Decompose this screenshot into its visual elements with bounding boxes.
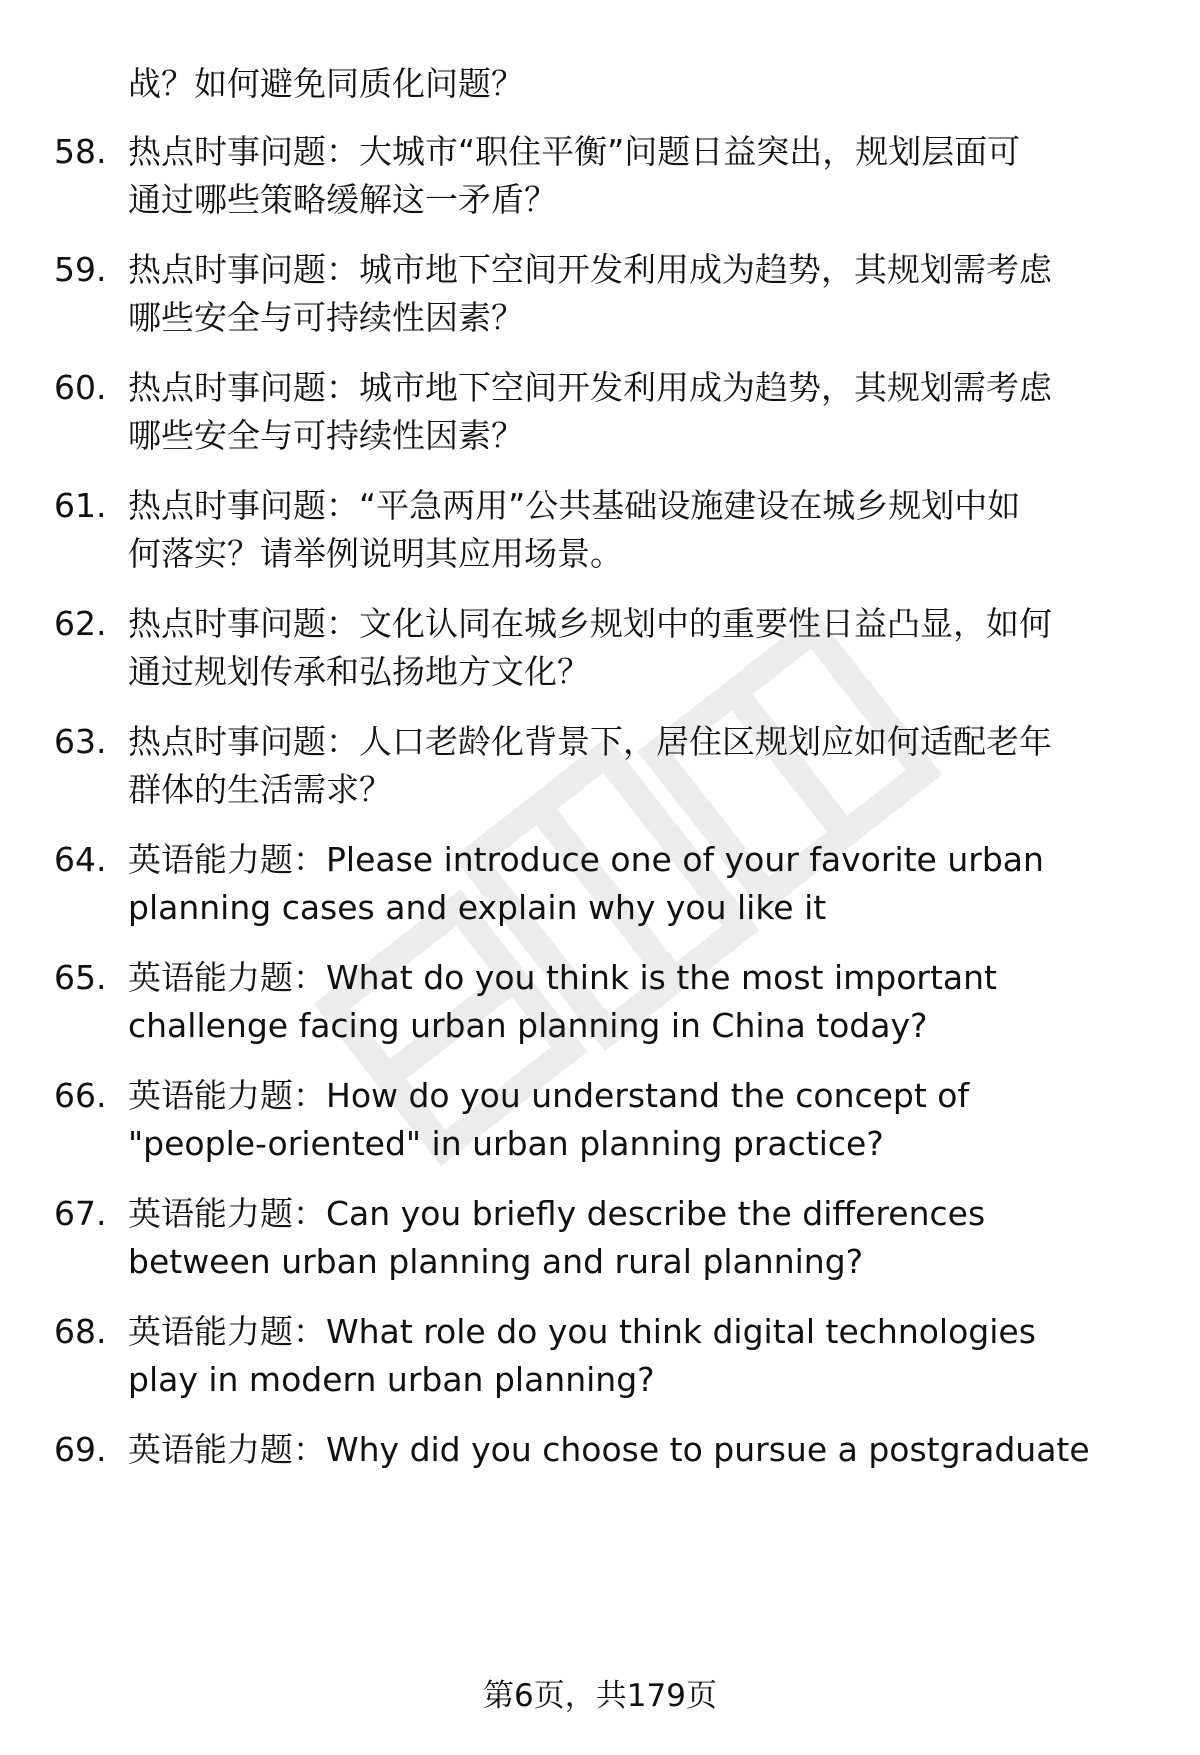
- question-text-line: 热点时事问题：文化认同在城乡规划中的重要性日益凸显，如何: [128, 604, 1052, 643]
- question-number: 65.: [54, 958, 107, 997]
- continued-text: 战？如何避免同质化问题？: [128, 64, 524, 103]
- question-number: 59.: [54, 250, 107, 289]
- question-number: 58.: [54, 132, 107, 171]
- question-text-line: 通过哪些策略缓解这一矛盾？: [128, 180, 557, 219]
- question-text-line: 热点时事问题：人口老龄化背景下，居住区规划应如何适配老年: [128, 722, 1052, 761]
- question-text-line: "people-oriented" in urban planning practice?: [128, 1124, 884, 1163]
- question-text-line: challenge facing urban planning in China today?: [128, 1006, 928, 1045]
- question-text-line: 英语能力题：What role do you think digital technologies: [128, 1312, 1036, 1351]
- question-text-line: 英语能力题：Please introduce one of your favorite urban: [128, 840, 1044, 879]
- question-number: 64.: [54, 840, 107, 879]
- question-text-line: 热点时事问题：大城市“职住平衡”问题日益突出，规划层面可: [128, 132, 1021, 171]
- question-text-line: between urban planning and rural planning?: [128, 1242, 864, 1281]
- question-number: 68.: [54, 1312, 107, 1351]
- question-text-line: 英语能力题：Why did you choose to pursue a postgraduate: [128, 1430, 1090, 1469]
- page-footer: 第6页，共179页: [483, 1678, 717, 1714]
- question-text-line: 英语能力题：What do you think is the most important: [128, 958, 997, 997]
- question-text-line: 哪些安全与可持续性因素？: [128, 416, 524, 455]
- question-text-line: 热点时事问题：城市地下空间开发利用成为趋势，其规划需考虑: [128, 368, 1052, 407]
- question-text-line: 英语能力题：How do you understand the concept of: [128, 1076, 970, 1115]
- question-text-line: play in modern urban planning?: [128, 1360, 655, 1399]
- question-number: 67.: [54, 1194, 107, 1233]
- question-number: 61.: [54, 486, 107, 525]
- question-number: 60.: [54, 368, 107, 407]
- question-number: 66.: [54, 1076, 107, 1115]
- question-text-line: planning cases and explain why you like it: [128, 888, 827, 927]
- question-text-line: 哪些安全与可持续性因素？: [128, 298, 524, 337]
- question-text-line: 英语能力题：Can you briefly describe the differences: [128, 1194, 986, 1233]
- question-number: 62.: [54, 604, 107, 643]
- question-text-line: 群体的生活需求？: [128, 770, 392, 809]
- question-text-line: 通过规划传承和弘扬地方文化？: [128, 652, 590, 691]
- question-number: 69.: [54, 1430, 107, 1469]
- question-text-line: 热点时事问题：“平急两用”公共基础设施建设在城乡规划中如: [128, 486, 1021, 525]
- question-text-line: 热点时事问题：城市地下空间开发利用成为趋势，其规划需考虑: [128, 250, 1052, 289]
- question-text-line: 何落实？请举例说明其应用场景。: [128, 534, 623, 573]
- question-number: 63.: [54, 722, 107, 761]
